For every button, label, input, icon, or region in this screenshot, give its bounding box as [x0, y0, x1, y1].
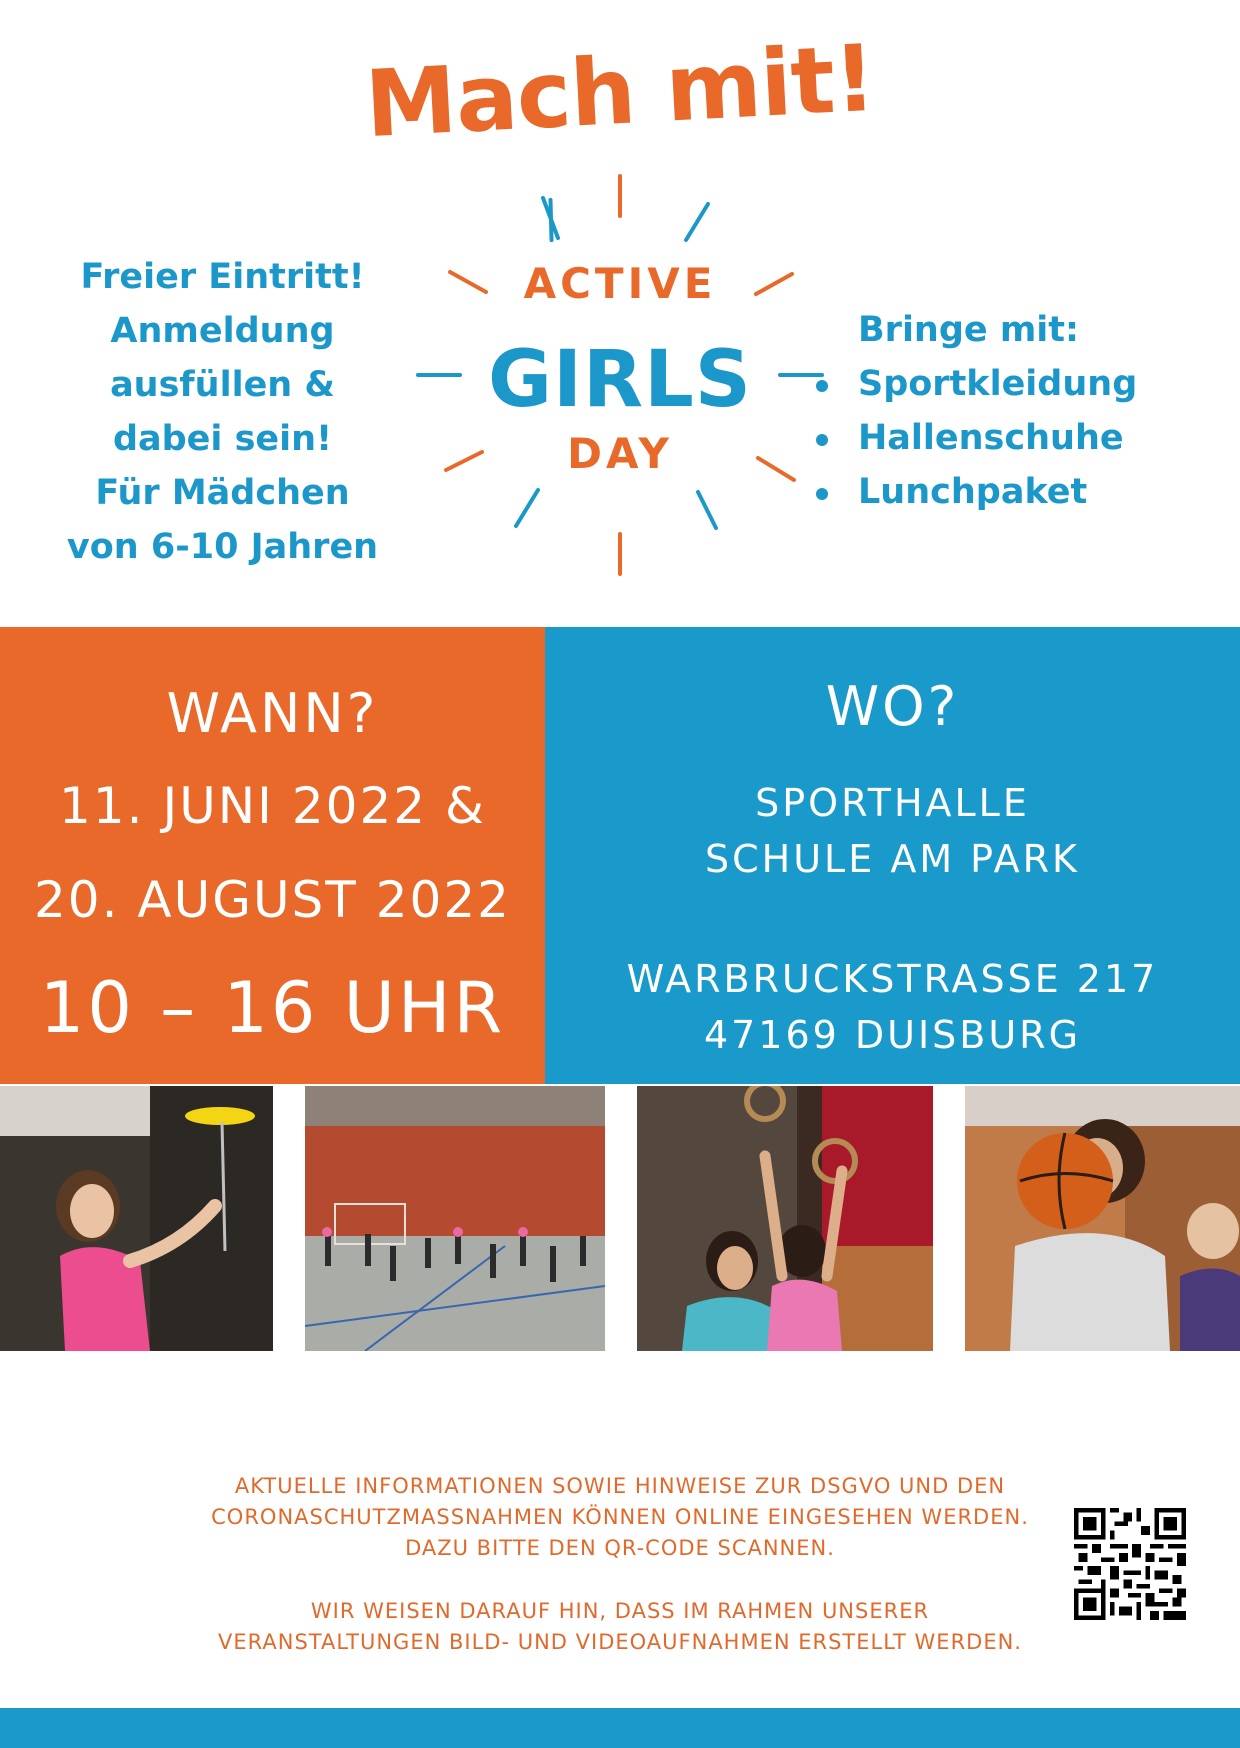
left-info-line: ausfüllen & — [110, 365, 335, 405]
footer-info — [150, 1471, 1090, 1564]
headline: Mach mit! — [362, 24, 878, 159]
footer-notice — [150, 1596, 1090, 1658]
bring-item: Hallenschuhe — [812, 411, 1238, 465]
when-date-2: 20. AUGUST 2022 — [34, 871, 511, 929]
bring-list — [858, 303, 1238, 519]
sports-hall-photo — [305, 1086, 605, 1351]
logo-girls: GIRLS — [488, 335, 752, 425]
left-info — [40, 250, 405, 574]
footer-notice-line: VERANSTALTUNGEN BILD- UND VIDEOAUFNAHMEN ERSTELLT WERDEN. — [218, 1630, 1022, 1654]
bring-item: Sportkleidung — [812, 357, 1238, 411]
girl-basketball-photo — [965, 1086, 1240, 1351]
left-info-line: Freier Eintritt! — [80, 257, 365, 297]
logo-active: ACTIVE — [523, 259, 717, 308]
footer-info-line: AKTUELLE INFORMATIONEN SOWIE HINWEISE ZUR DSGVO UND DEN — [234, 1474, 1006, 1498]
left-info-line: Für Mädchen — [95, 473, 350, 513]
bottom-bar — [0, 1708, 1240, 1748]
when-heading: WANN? — [166, 682, 379, 745]
footer-info-line: DAZU BITTE DEN QR-CODE SCANNEN. — [405, 1536, 835, 1560]
active-girls-day-logo — [410, 170, 830, 580]
logo-day: DAY — [567, 429, 673, 478]
when-panel — [0, 627, 545, 1084]
girls-gymnastic-rings-photo — [637, 1086, 933, 1351]
left-info-line: Anmeldung — [110, 311, 335, 351]
left-info-line: von 6-10 Jahren — [66, 527, 379, 567]
where-city: 47169 DUISBURG — [703, 1013, 1082, 1057]
when-date-1: 11. JUNI 2022 & — [59, 777, 486, 835]
footer-info-line: CORONASCHUTZMASSNAHMEN KÖNNEN ONLINE EINGESEHEN WERDEN. — [211, 1505, 1029, 1529]
bring-heading: Bringe mit: — [858, 310, 1080, 350]
where-panel — [545, 627, 1240, 1084]
when-time: 10 – 16 UHR — [39, 967, 506, 1049]
girl-spinning-plate-photo — [0, 1086, 273, 1351]
where-heading: WO? — [825, 675, 960, 738]
where-venue-line-1: SPORTHALLE — [755, 781, 1030, 825]
where-street: WARBRUCKSTRASSE 217 — [626, 957, 1159, 1001]
left-info-line: dabei sein! — [112, 419, 333, 459]
where-venue-line-2: SCHULE AM PARK — [705, 837, 1080, 881]
footer-notice-line: WIR WEISEN DARAUF HIN, DASS IM RAHMEN UNSERER — [310, 1599, 930, 1623]
qr-code-icon[interactable] — [1074, 1508, 1186, 1620]
bring-item: Lunchpaket — [812, 465, 1238, 519]
